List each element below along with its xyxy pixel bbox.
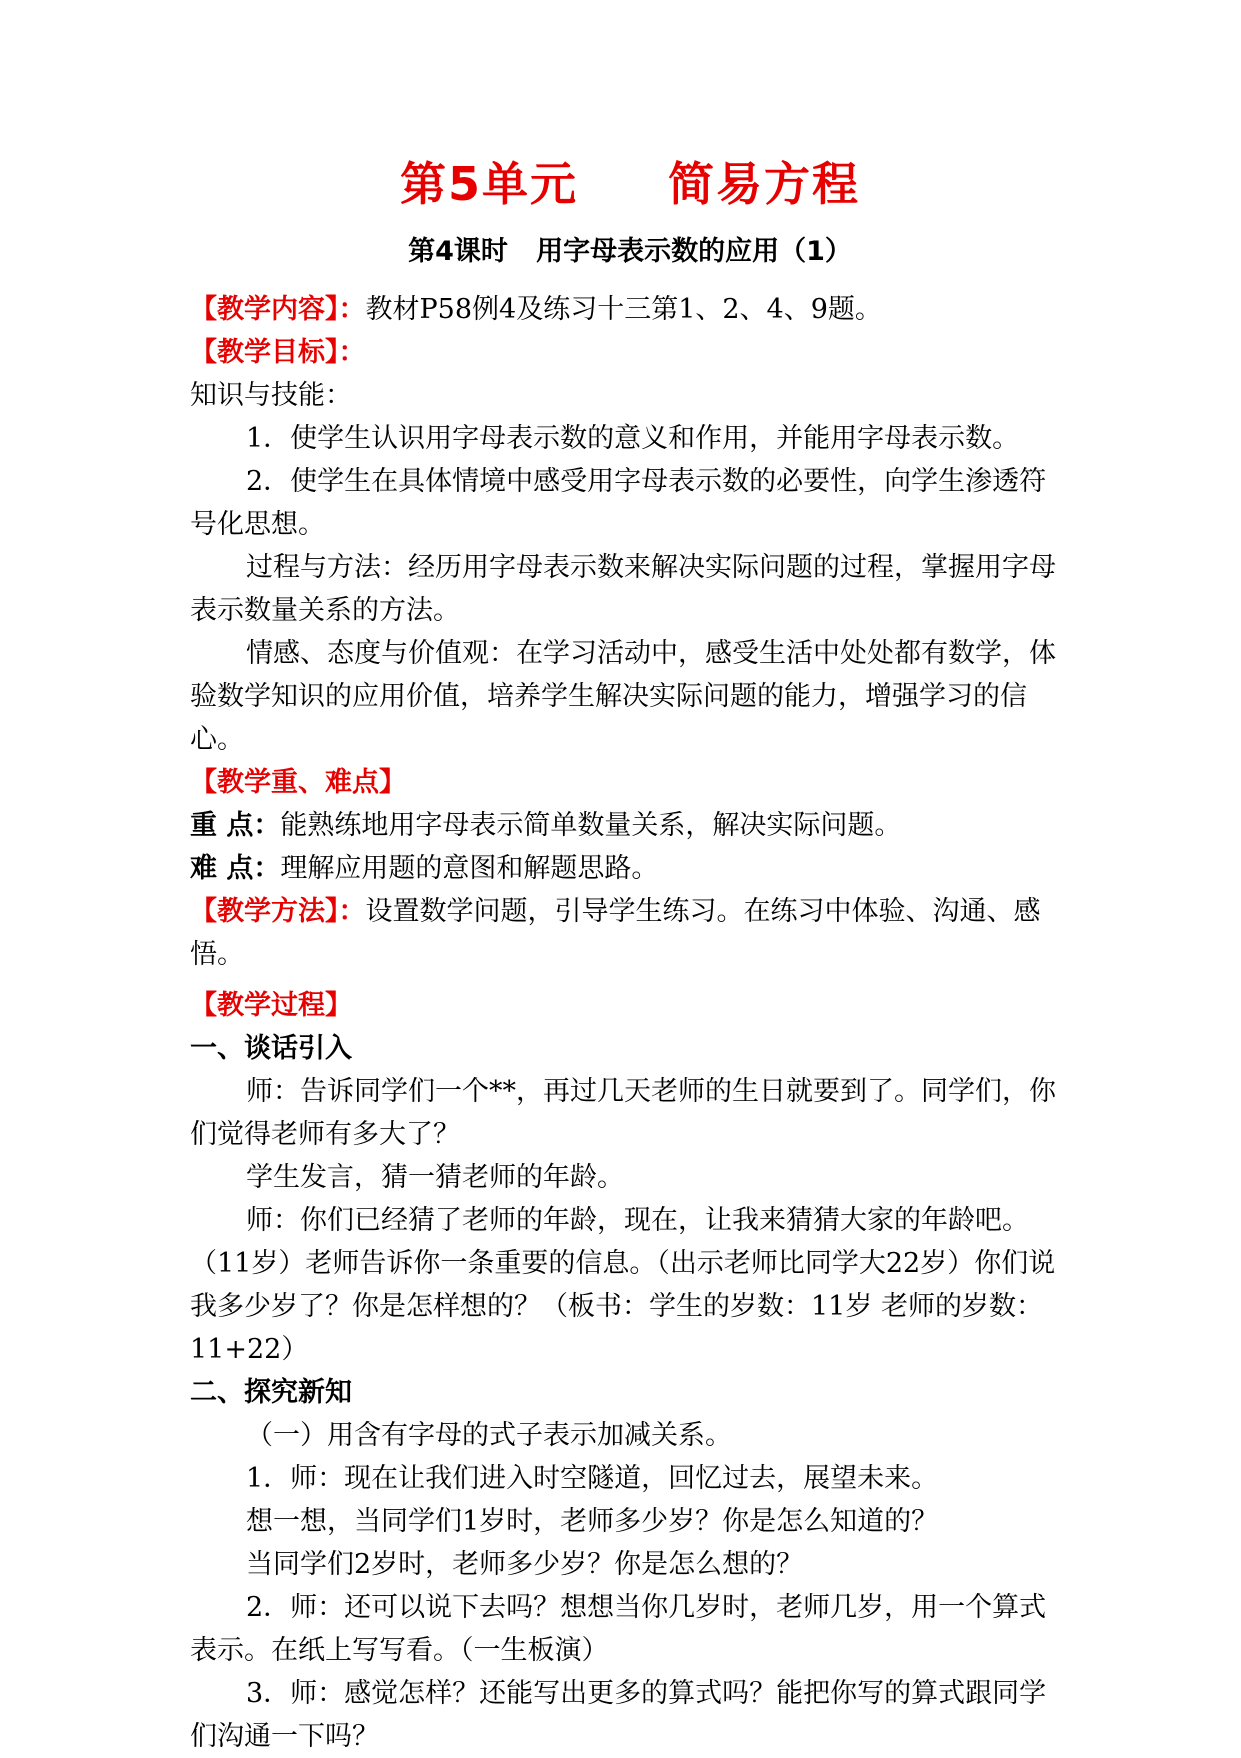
knowledge-skills-label: 知识与技能： bbox=[190, 380, 352, 411]
difficult-point-label: 难 点： bbox=[190, 853, 281, 884]
section-1-para-2: 学生发言，猜一猜老师的年龄。 bbox=[246, 1162, 624, 1193]
objective-item-2: 2．使学生在具体情境中感受用字母表示数的必要性，向学生渗透符号化思想。 bbox=[190, 466, 1047, 540]
teaching-content-label: 【教学内容】： bbox=[190, 294, 366, 325]
document-page bbox=[190, 150, 1070, 1758]
teaching-methods-label: 【教学方法】： bbox=[190, 896, 366, 927]
section-2-para-2: 1．师：现在让我们进入时空隧道，回忆过去，展望未来。 bbox=[246, 1463, 939, 1494]
section-2-para-1: （一）用含有字母的式子表示加减关系。 bbox=[246, 1420, 732, 1451]
section-2-para-6: 3．师：感觉怎样？还能写出更多的算式吗？能把你写的算式跟同学们沟通一下吗？ bbox=[190, 1678, 1047, 1752]
teaching-content-text: 教材P58例4及练习十三第1、2、4、9题。 bbox=[365, 294, 882, 325]
teaching-content bbox=[190, 288, 1070, 331]
difficult-point-text: 理解应用题的意图和解题思路。 bbox=[280, 853, 659, 884]
key-point-text: 能熟练地用字母表示简单数量关系，解决实际问题。 bbox=[280, 810, 902, 841]
teaching-process-label: 【教学过程】 bbox=[190, 990, 352, 1021]
section-2-para-5: 2．师：还可以说下去吗？想想当你几岁时，老师几岁，用一个算式表示。在纸上写写看。（一生板演） bbox=[190, 1592, 1047, 1666]
objective-process: 过程与方法：经历用字母表示数来解决实际问题的过程，掌握用字母表示数量关系的方法。 bbox=[190, 552, 1056, 626]
section-2-para-4: 当同学们2岁时，老师多少岁？你是怎么想的？ bbox=[246, 1549, 804, 1580]
unit-title: 第5单元 简易方程 bbox=[399, 157, 861, 211]
teaching-objectives-label: 【教学目标】： bbox=[190, 337, 366, 368]
key-point-label: 重 点： bbox=[190, 810, 281, 841]
teaching-methods bbox=[190, 890, 1070, 976]
section-1-title: 一、谈话引入 bbox=[190, 1033, 352, 1064]
difficult-point bbox=[190, 847, 1070, 890]
section-1-para-3: 师：你们已经猜了老师的年龄，现在，让我来猜猜大家的年龄吧。（11岁）老师告诉你一条重要的信息。（出示老师比同学大22岁）你们说我多少岁了？你是怎样想的？（板书：学生的岁数：11岁 老师的岁数：11+22） bbox=[190, 1205, 1056, 1365]
key-points-label: 【教学重、难点】 bbox=[190, 767, 406, 798]
lesson-title: 第4课时 用字母表示数的应用（1） bbox=[408, 236, 852, 267]
teaching-methods-text: 设置数学问题，引导学生练习。在练习中体验、沟通、感悟。 bbox=[190, 896, 1041, 970]
objective-item-1: 1．使学生认识用字母表示数的意义和作用，并能用字母表示数。 bbox=[246, 423, 1020, 454]
section-2-title: 二、探究新知 bbox=[190, 1377, 352, 1408]
section-1-para-1: 师：告诉同学们一个**，再过几天老师的生日就要到了。同学们，你们觉得老师有多大了？ bbox=[190, 1076, 1056, 1150]
key-point bbox=[190, 804, 1070, 847]
objective-emotion: 情感、态度与价值观：在学习活动中，感受生活中处处都有数学，体验数学知识的应用价值，培养学生解决实际问题的能力，增强学习的信心。 bbox=[190, 638, 1056, 755]
section-2-para-3: 想一想，当同学们1岁时，老师多少岁？你是怎么知道的？ bbox=[246, 1506, 939, 1537]
